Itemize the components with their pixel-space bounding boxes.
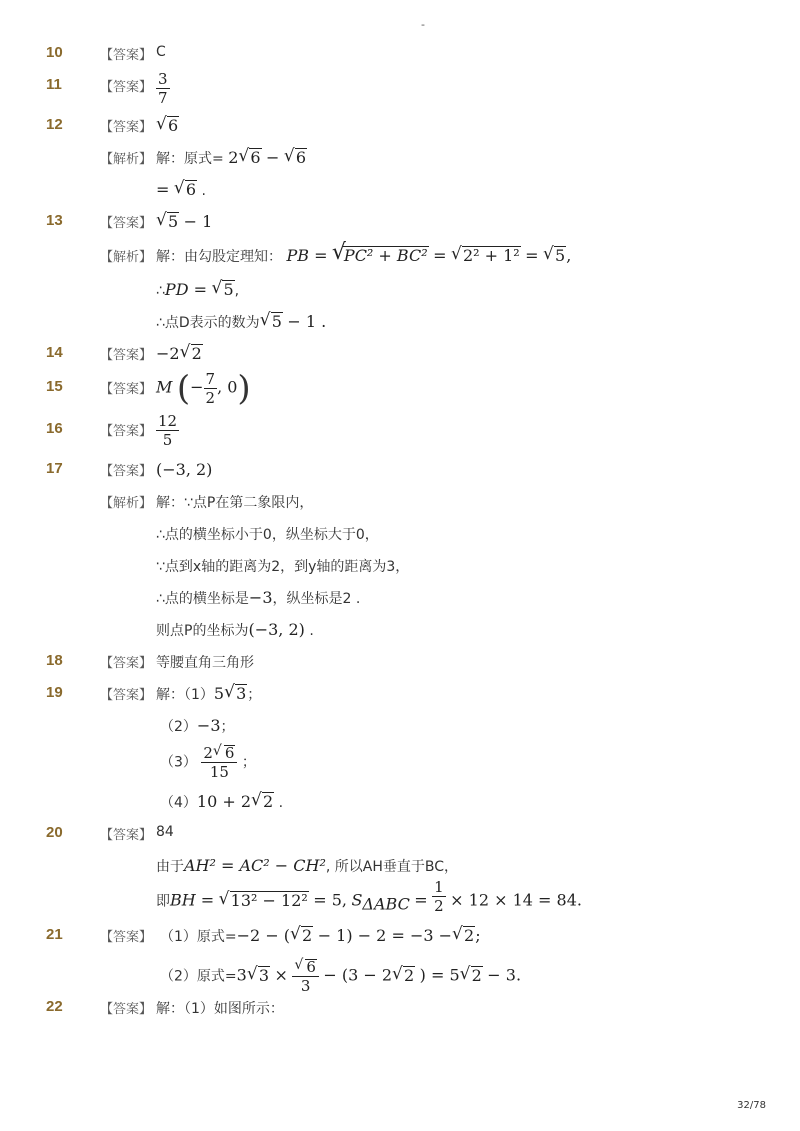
question-number: 15 (46, 378, 63, 395)
answer-label: 【答案】 (100, 120, 153, 135)
question-number: 22 (46, 998, 63, 1015)
analysis-label: 【解析】 (100, 152, 153, 167)
answer-value: M (− $\frac{7}{2}$ , 0) (156, 368, 251, 409)
question-number: 16 (46, 420, 63, 437)
question-number: 21 (46, 926, 63, 943)
answer-value: (−3, 2) (156, 460, 213, 479)
answer-label: 【答案】 (100, 48, 153, 63)
answer-label: 【答案】 (100, 1002, 153, 1017)
analysis-label: 【解析】 (100, 496, 153, 511)
answer-label: 【答案】 (100, 464, 153, 479)
answer-value: √ 6 (156, 114, 179, 135)
question-number: 19 (46, 684, 63, 701)
answer-label: 【答案】 (100, 828, 153, 843)
answer-label: 【答案】 (100, 656, 153, 671)
question-number: 10 (46, 44, 63, 61)
answer-value: C (156, 44, 166, 60)
question-number: 17 (46, 460, 63, 477)
analysis-label: 【解析】 (100, 250, 153, 265)
page-number: 32/78 (737, 1100, 766, 1111)
answer-label: 【答案】 (100, 80, 153, 95)
question-number: 11 (46, 76, 62, 93)
answer-label: 【答案】 (100, 348, 153, 363)
question-number: 12 (46, 116, 63, 133)
question-number: 13 (46, 212, 63, 229)
answer-label: 【答案】 (100, 382, 153, 397)
answer-value: 84 (156, 824, 174, 840)
answer-value: 解：（1）如图所示： (156, 1001, 284, 1017)
answer-fraction: $\frac{3}{7}$ (158, 70, 168, 107)
answer-label: 【答案】 (100, 424, 153, 439)
top-mark: - (421, 18, 425, 31)
answer-value: 等腰直角三角形 (156, 655, 254, 671)
answer-value: −2 √ 2 (156, 342, 202, 363)
answer-label: 【答案】 (100, 688, 153, 703)
answer-value: √ 5 − 1 (156, 210, 213, 231)
answer-label: 【答案】 (100, 216, 153, 231)
question-number: 18 (46, 652, 63, 669)
question-number: 14 (46, 344, 63, 361)
question-number: 20 (46, 824, 63, 841)
answer-label: 【答案】 (100, 930, 153, 945)
answer-fraction: $\frac{12}{5}$ (158, 412, 178, 449)
